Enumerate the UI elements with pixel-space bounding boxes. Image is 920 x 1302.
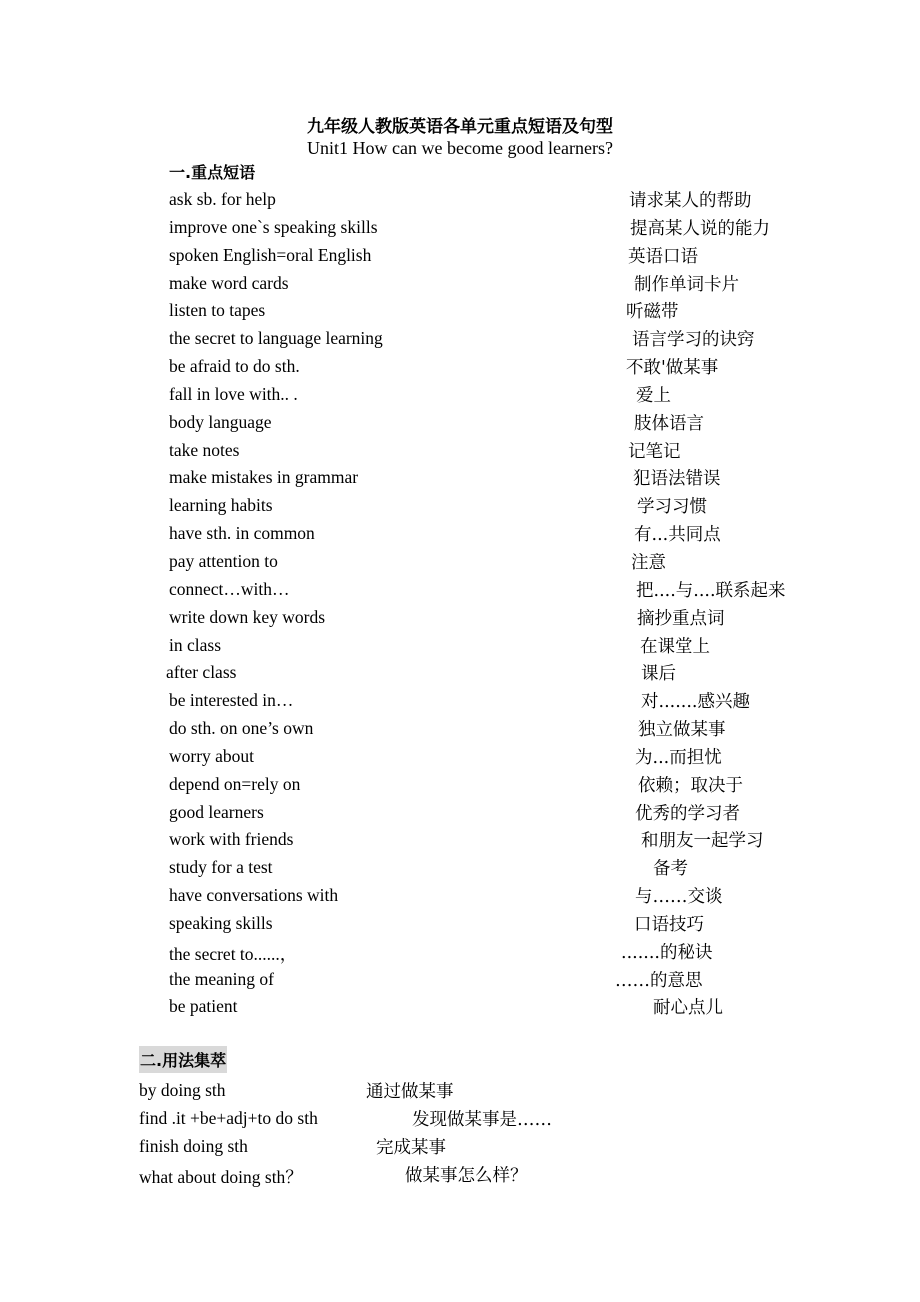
phrase-row xyxy=(0,438,920,466)
phrase-row xyxy=(0,493,920,521)
phrase-english: study for a test xyxy=(169,857,273,878)
phrase-row xyxy=(0,827,920,855)
usage-list xyxy=(0,1078,920,1190)
section-heading-phrases: 一.重点短语 xyxy=(169,163,256,182)
phrase-chinese: 与……交谈 xyxy=(635,887,723,908)
usage-chinese: 发现做某事是…… xyxy=(412,1110,552,1130)
phrase-chinese: 为...而担忧 xyxy=(635,747,722,768)
phrase-chinese: 不敢'做某事 xyxy=(626,358,719,379)
phrase-english: make word cards xyxy=(169,272,289,293)
phrase-chinese: 依赖；取决于 xyxy=(638,775,743,796)
phrase-row xyxy=(0,326,920,354)
usage-row xyxy=(0,1106,920,1134)
phrase-chinese: 语言学习的诀窍 xyxy=(632,330,755,351)
phrase-chinese: 把....与....联系起来 xyxy=(636,580,786,601)
phrase-english: the secret to......， xyxy=(169,943,298,964)
phrase-english: pay attention to xyxy=(169,550,278,571)
phrase-chinese: 英语口语 xyxy=(628,246,698,267)
phrase-row xyxy=(0,688,920,716)
phrase-chinese: 注意 xyxy=(631,552,666,573)
phrase-chinese: 学习习惯 xyxy=(637,497,707,518)
phrase-chinese: 在课堂上 xyxy=(640,636,710,657)
phrase-english: in class xyxy=(169,634,222,655)
usage-chinese: 完成某事 xyxy=(376,1138,446,1158)
usage-english: what about doing sth？ xyxy=(139,1167,303,1187)
phrase-row xyxy=(0,716,920,744)
phrase-row xyxy=(0,465,920,493)
phrase-english: be patient xyxy=(169,996,238,1017)
phrase-list xyxy=(0,187,920,1022)
phrase-chinese: 优秀的学习者 xyxy=(635,803,740,824)
phrase-row xyxy=(0,187,920,215)
usage-english: find .it +be+adj+to do sth xyxy=(139,1108,318,1128)
phrase-row xyxy=(0,939,920,967)
phrase-row xyxy=(0,633,920,661)
phrase-row xyxy=(0,243,920,271)
phrase-row xyxy=(0,521,920,549)
phrase-chinese: 口语技巧 xyxy=(634,914,704,935)
section-heading-usage: 二.用法集萃 xyxy=(139,1046,227,1073)
usage-chinese: 通过做某事 xyxy=(366,1082,454,1102)
phrase-row xyxy=(0,967,920,995)
phrase-row xyxy=(0,855,920,883)
phrase-english: listen to tapes xyxy=(169,300,266,321)
phrase-chinese: 耐心点儿 xyxy=(653,998,723,1019)
phrase-english: the meaning of xyxy=(169,968,274,989)
phrase-chinese: 课后 xyxy=(641,664,676,685)
phrase-chinese: 备考 xyxy=(653,859,688,880)
phrase-english: spoken English=oral English xyxy=(169,244,372,265)
phrase-chinese: 请求某人的帮助 xyxy=(629,191,752,211)
phrase-english: fall in love with.. . xyxy=(169,383,298,404)
phrase-row xyxy=(0,605,920,633)
phrase-chinese: 对.......感兴趣 xyxy=(641,692,750,713)
unit-subtitle: Unit1 How can we become good learners? xyxy=(307,138,613,158)
phrase-english: work with friends xyxy=(169,829,294,850)
usage-row xyxy=(0,1162,920,1190)
phrase-row xyxy=(0,549,920,577)
phrase-row xyxy=(0,911,920,939)
phrase-english: the secret to language learning xyxy=(169,328,383,349)
phrase-english: worry about xyxy=(169,745,255,766)
phrase-english: learning habits xyxy=(169,495,273,516)
phrase-english: depend on=rely on xyxy=(169,773,301,794)
phrase-chinese: 听磁带 xyxy=(626,302,679,323)
phrase-row xyxy=(0,744,920,772)
phrase-row xyxy=(0,298,920,326)
phrase-row xyxy=(0,660,920,688)
phrase-chinese: 有...共同点 xyxy=(634,525,721,546)
phrase-row xyxy=(0,994,920,1022)
phrase-chinese: ……的意思 xyxy=(615,970,703,991)
phrase-english: have sth. in common xyxy=(169,523,315,544)
phrase-row xyxy=(0,354,920,382)
phrase-english: take notes xyxy=(169,439,240,460)
phrase-chinese: 制作单词卡片 xyxy=(634,274,739,295)
phrase-chinese: 犯语法错误 xyxy=(633,469,721,490)
phrase-chinese: 提高某人说的能力 xyxy=(630,218,770,239)
phrase-english: improve one`s speaking skills xyxy=(169,216,378,237)
phrase-chinese: .......的秘诀 xyxy=(621,942,713,963)
phrase-english: speaking skills xyxy=(169,912,273,933)
phrase-row xyxy=(0,410,920,438)
phrase-row xyxy=(0,577,920,605)
usage-row xyxy=(0,1078,920,1106)
phrase-english: do sth. on one’s own xyxy=(169,718,314,739)
phrase-row xyxy=(0,382,920,410)
phrase-english: be interested in… xyxy=(169,690,294,711)
phrase-chinese: 肢体语言 xyxy=(634,413,704,434)
phrase-english: be afraid to do sth. xyxy=(169,356,300,377)
phrase-row xyxy=(0,800,920,828)
phrase-row xyxy=(0,883,920,911)
phrase-chinese: 和朋友一起学习 xyxy=(641,831,764,852)
phrase-english: ask sb. for help xyxy=(169,189,276,209)
phrase-english: write down key words xyxy=(169,606,326,627)
page-title: 九年级人教版英语各单元重点短语及句型 xyxy=(307,117,613,137)
phrase-chinese: 独立做某事 xyxy=(638,720,726,741)
phrase-chinese: 记笔记 xyxy=(628,441,681,462)
phrase-chinese: 爱上 xyxy=(636,385,671,406)
usage-chinese: 做某事怎么样？ xyxy=(405,1166,528,1186)
phrase-english: good learners xyxy=(169,801,264,822)
phrase-english: make mistakes in grammar xyxy=(169,467,359,488)
phrase-english: body language xyxy=(169,411,272,432)
usage-english: by doing sth xyxy=(139,1080,226,1100)
phrase-row xyxy=(0,271,920,299)
usage-row xyxy=(0,1134,920,1162)
phrase-english: connect…with… xyxy=(169,578,290,599)
phrase-english: after class xyxy=(166,662,237,683)
phrase-row xyxy=(0,215,920,243)
phrase-row xyxy=(0,772,920,800)
phrase-chinese: 摘抄重点词 xyxy=(637,608,725,629)
usage-english: finish doing sth xyxy=(139,1136,248,1156)
phrase-english: have conversations with xyxy=(169,885,339,906)
